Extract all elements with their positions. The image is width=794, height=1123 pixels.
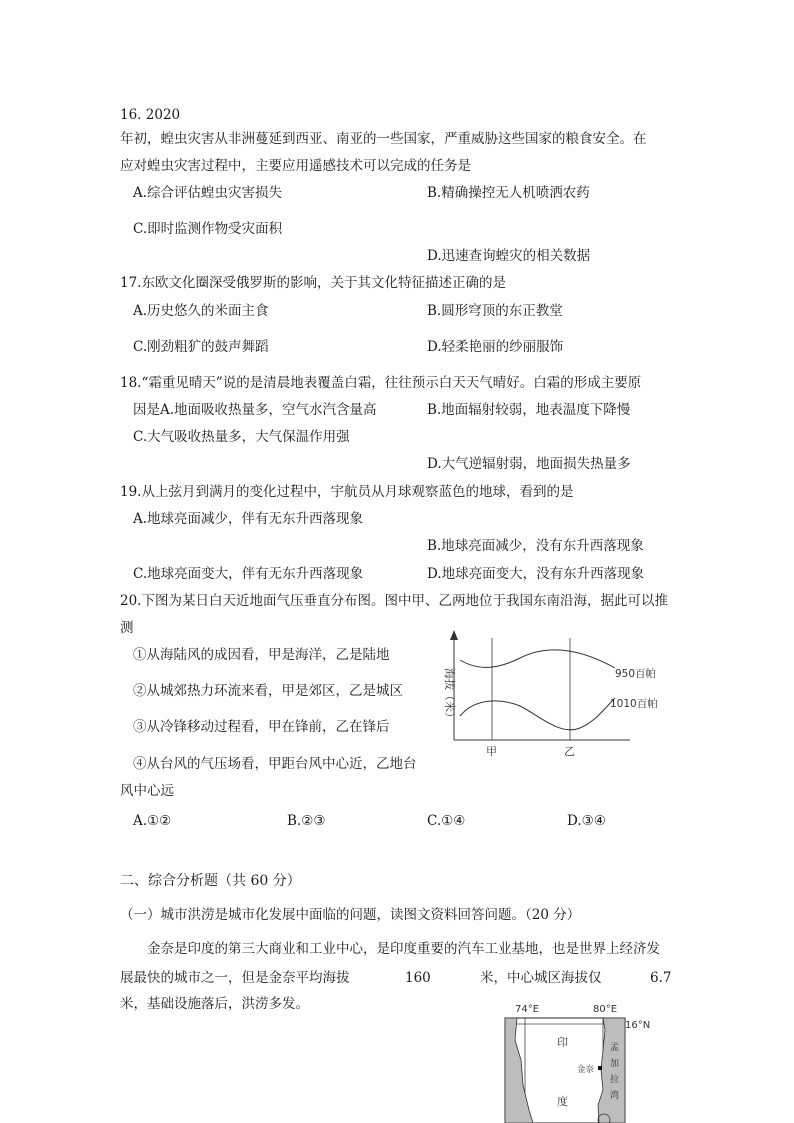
q20-statement-3: ③从冷锋移动过程看，甲在锋前，乙在锋后	[133, 719, 390, 735]
altitude-value: 160	[405, 970, 431, 986]
label-950: 950百帕	[615, 668, 657, 680]
q18-option-b: B.地面辐射较弱，地表温度下降慢	[427, 402, 631, 418]
q17-option-d: D.轻柔艳丽的纱丽服饰	[427, 339, 564, 355]
x-label-jia: 甲	[486, 745, 497, 758]
q16-option-d: D.迅速查询蝗灾的相关数据	[427, 248, 591, 264]
q16-stem-line1: 年初，蝗虫灾害从非洲蔓延到西亚、南亚的一些国家，严重威胁这些国家的粮食安全。在	[120, 131, 647, 147]
q20-option-b: B.②③	[287, 813, 326, 829]
india-label-2: 度	[557, 1095, 568, 1108]
q17-stem: 17.东欧文化圈深受俄罗斯的影响，关于其文化特征描述正确的是	[120, 275, 506, 291]
q20-option-d: D.③④	[567, 813, 606, 829]
isobar-950	[460, 650, 615, 668]
q18-option-c: C.大气吸收热量多，大气保温作用强	[133, 429, 350, 445]
q20-statement-2: ②从城郊热力环流来看，甲是郊区，乙是城区	[133, 683, 403, 699]
city-chennai: 金奈	[577, 1065, 595, 1075]
bay-label-2: 加	[610, 1059, 620, 1069]
q19-option-c: C.地球亮面变大，伴有无东升西落现象	[133, 566, 364, 582]
india-label-1: 印	[557, 1036, 568, 1049]
bay-label-3: 拉	[610, 1075, 620, 1085]
q19-option-b: B.地球亮面减少，没有东升西落现象	[427, 538, 644, 554]
q20-option-c: C.①④	[427, 813, 466, 829]
q18-stem-line2: 因是A.地面吸收热量多，空气水汽含量高	[133, 402, 377, 418]
q20-statement-4: ④从台风的气压场看，甲距台风中心近，乙地台	[133, 756, 417, 772]
y-axis-arrow	[450, 630, 458, 640]
lon-74: 74°E	[515, 1004, 540, 1015]
chennai-marker	[598, 1066, 602, 1070]
q17-option-a: A.历史悠久的米面主食	[133, 303, 269, 319]
section2-sub1: （一）城市洪涝是城市化发展中面临的问题，读图文资料回答问题。（20 分）	[120, 907, 581, 923]
q20-statement-4-cont: 风中心远	[120, 783, 174, 799]
q16-option-b: B.精确操控无人机喷洒农药	[427, 185, 590, 201]
isobar-figure	[440, 628, 670, 768]
ylabel: 海拔（米）	[443, 668, 456, 723]
q16-option-a: A.综合评估蝗虫灾害损失	[133, 185, 283, 201]
q17-option-c: C.刚劲粗犷的鼓声舞蹈	[133, 339, 269, 355]
section2-para-line2b: 米，中心城区海拔仅	[480, 970, 602, 986]
q18-stem-line1: 18.“霜重见晴天”说的是清晨地表覆盖白霜，往往预示白天天气晴好。白霜的形成主要原	[120, 375, 642, 391]
isobar-1010	[460, 698, 615, 730]
q20-option-a: A.①②	[133, 813, 172, 829]
section2-para-line2: 展最快的城市之一，但是金奈平均海拔	[120, 970, 350, 986]
q20-stem-line2: 测	[120, 620, 134, 636]
lon-80: 80°E	[593, 1004, 618, 1015]
q19-option-a: A.地球亮面减少，伴有无东升西落现象	[133, 511, 364, 527]
india-map	[495, 1000, 665, 1123]
x-label-yi: 乙	[564, 745, 575, 758]
q17-option-b: B.圆形穹顶的东正教堂	[427, 303, 563, 319]
q20-stem-line1: 20.下图为某日白天近地面气压垂直分布图。图中甲、乙两地位于我国东南沿海，据此可以推	[120, 593, 668, 609]
section2-para-line1: 金奈是印度的第三大商业和工业中心，是印度重要的汽车工业基地，也是世界上经济发	[147, 941, 660, 957]
label-1010: 1010百帕	[610, 698, 658, 710]
section2-title: 二、综合分析题（共 60 分）	[120, 873, 301, 889]
bay-of-bengal	[598, 1018, 625, 1123]
bay-label-4: 湾	[610, 1091, 620, 1101]
q19-stem: 19.从上弦月到满月的变化过程中，宇航员从月球观察蓝色的地球，看到的是	[120, 484, 574, 500]
bay-label-1: 孟	[610, 1043, 620, 1053]
lat-16: 16°N	[625, 1020, 651, 1031]
q20-statement-1: ①从海陆风的成因看，甲是海洋，乙是陆地	[133, 647, 390, 663]
arabian-sea	[505, 1018, 533, 1123]
section2-para-line3: 米，基础设施落后，洪涝多发。	[120, 996, 309, 1012]
q19-option-d: D.地球亮面变大，没有东升西落现象	[427, 566, 645, 582]
q18-option-d: D.大气逆辐射弱，地面损失热量多	[427, 456, 631, 472]
q16-option-c: C.即时监测作物受灾面积	[133, 221, 283, 237]
q16-number: 16. 2020	[120, 107, 181, 123]
q16-stem-line2: 应对蝗虫灾害过程中，主要应用遥感技术可以完成的任务是	[120, 158, 471, 174]
center-altitude-value: 6.7	[650, 970, 672, 986]
